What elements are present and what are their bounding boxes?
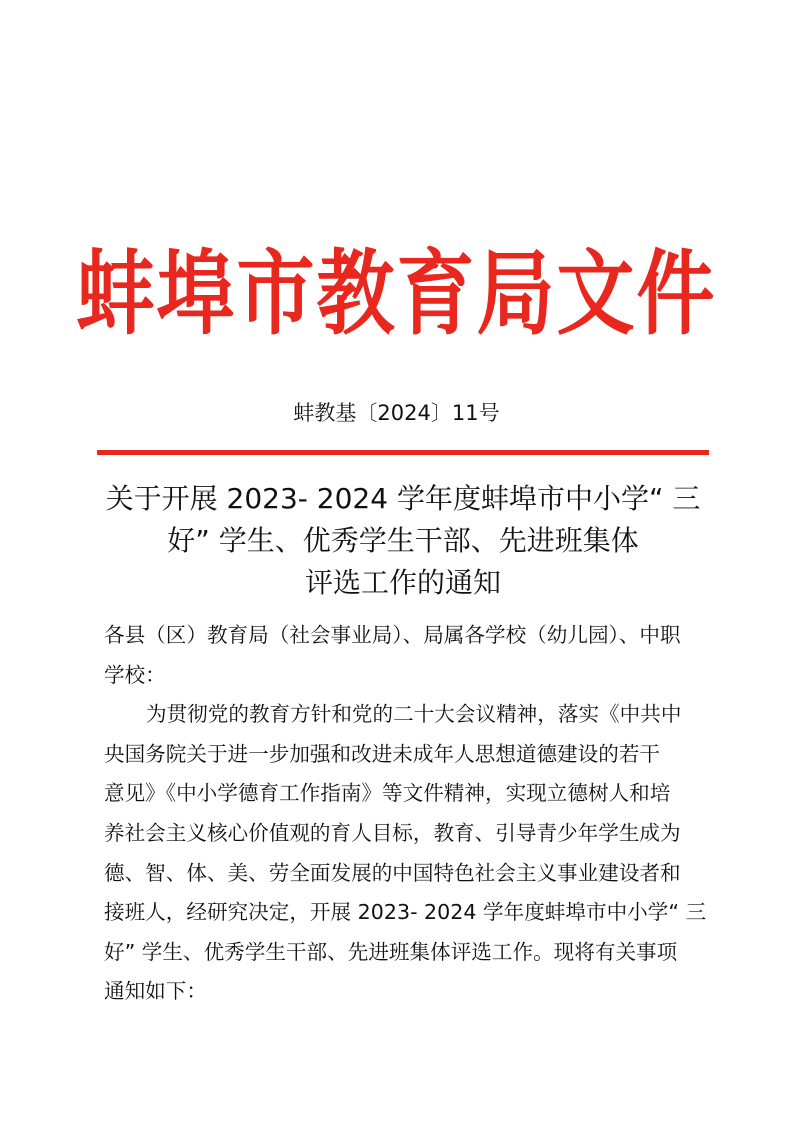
title-line: 评选工作的通知: [304, 566, 501, 599]
paragraph-line: 意见》《中小学德育工作指南》等文件精神，实现立德树人和培: [104, 781, 671, 806]
paragraph-line: 好” 学生、优秀学生干部、先进班集体评选工作。现将有关事项: [104, 939, 678, 964]
paragraph-line: 接班人，经研究决定，开展 2023- 2024 学年度蚌埠市中小学“ 三: [104, 900, 707, 925]
document-masthead: 蚌埠市教育局文件: [76, 241, 717, 349]
notice-title: [97, 478, 709, 604]
title-line: 好” 学生、优秀学生干部、先进班集体: [167, 524, 639, 557]
notice-body: [104, 616, 709, 1012]
title-line: 关于开展 2023- 2024 学年度蚌埠市中小学“ 三: [105, 482, 701, 515]
paragraph-line: 为贯彻党的教育方针和党的二十大会议精神，落实《中共中: [146, 702, 682, 727]
paragraph-line: 养社会主义核心价值观的育人目标，教育、引导青少年学生成为: [104, 820, 681, 845]
red-divider-line: [97, 450, 709, 455]
paragraph-line: 德、智、体、美、劳全面发展的中国特色社会主义事业建设者和: [104, 860, 681, 885]
paragraph-line: 通知如下：: [104, 979, 207, 1004]
salutation-line: 学校：: [104, 662, 166, 687]
document-number: 蚌教基〔2024〕11号: [293, 401, 500, 425]
paragraph-line: 央国务院关于进一步加强和改进未成年人思想道德建设的若干: [104, 741, 661, 766]
salutation-line: 各县（区）教育局（社会事业局）、局属各学校（幼儿园）、中职: [104, 623, 681, 647]
